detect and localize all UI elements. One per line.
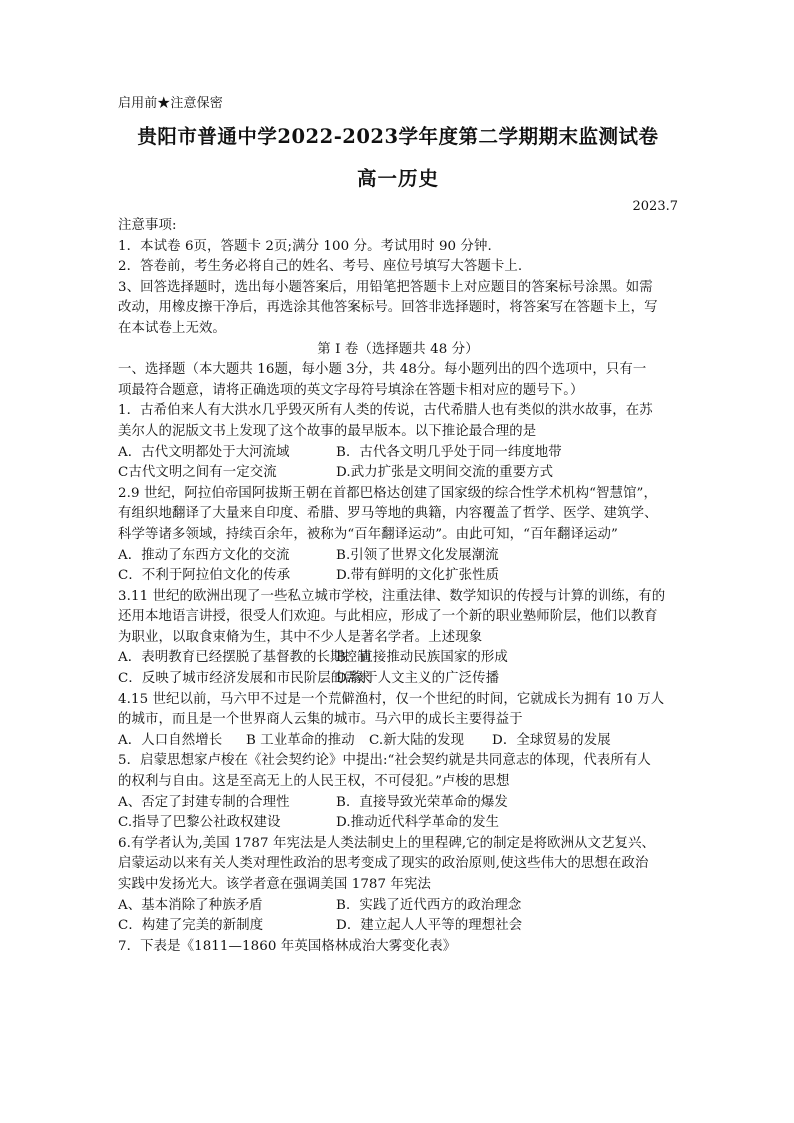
question-stem-line: 4.15 世纪以前，马六甲不过是一个荒僻渔村，仅一个世纪的时间，它就成长为拥有 10 万人 (118, 691, 665, 707)
notes-line: 2．答卷前，考生务必将自己的姓名、考号、座位号填写大答题卡上. (118, 259, 523, 275)
section-intro-line: 一、选择题（本大题共 16题，每小题 3分，共 48分。每小题列出的四个选项中，只有一 (118, 362, 647, 378)
option-row (118, 566, 678, 587)
section-intro-line: 项最符合题意，请将正确选项的英文字母符号填涂在答题卡相对应的题号下。） (118, 382, 584, 398)
answer-option: B．直接导致光荣革命的爆发 (336, 794, 508, 810)
question-item (118, 690, 678, 752)
answer-option: D．全球贸易的发展 (492, 732, 611, 748)
question-item (118, 751, 678, 833)
question-item (118, 937, 678, 958)
answer-option: C．不利于阿拉伯文化的传承 (118, 568, 291, 584)
answer-option: C.指导了巴黎公社政权建设 (118, 815, 281, 831)
question-stem-line: 2.9 世纪，阿拉伯帝国阿拔斯王朝在首都巴格达创建了国家级的综合性学术机构“智慧馆”， (118, 485, 657, 501)
question-stem-line: 还用本地语言讲授，很受人们欢迎。与此相应，形成了一个新的职业塾师阶层，他们以教育 (118, 609, 658, 625)
confidential-label: 启用前★注意保密 (118, 96, 223, 111)
answer-option: B．实践了近代西方的政治理念 (336, 897, 522, 913)
exam-page (118, 94, 678, 957)
answer-option: D.带有鲜明的文化扩张性质 (336, 568, 500, 584)
answer-option: D.推动近代科学革命的发生 (336, 815, 500, 831)
question-stem-line: 1．古希伯来人有大洪水几乎毁灭所有人类的传说，古代希腊人也有类似的洪水故事，在苏 (118, 403, 653, 419)
answer-option: A、基本消除了种族矛盾 (118, 897, 263, 913)
question-stem-line: 美尔人的泥版文书上发现了这个故事的最早版本。以下推论最合理的是 (118, 423, 537, 439)
option-row (118, 648, 678, 669)
answer-option: C．构建了完美的新制度 (118, 918, 264, 934)
answer-option: B．古代各文明几乎处于同一纬度地带 (336, 444, 562, 460)
option-row (118, 813, 678, 834)
question-item (118, 587, 678, 690)
answer-option: B 工业革命的推动 (246, 732, 355, 748)
question-stem-line: 有组织地翻译了大量来自印度、希腊、罗马等地的典籍，内容覆盖了哲学、医学、建筑学、 (118, 506, 658, 522)
option-row (118, 546, 678, 567)
answer-option: D.武力扩张是文明间交流的重要方式 (336, 465, 554, 481)
answer-option: C.新大陆的发现 (369, 732, 465, 748)
question-stem-line: 启蒙运动以来有关人类对理性政治的思考变成了现实的政治原则,使这些伟大的思想在政治 (118, 856, 649, 872)
answer-option: C．反映了城市经济发展和市民阶层的需求 (118, 671, 372, 687)
exam-title: 贵阳市普通中学2022-2023学年度第二学期期末监测试卷 (137, 125, 659, 148)
answer-option: B．直接推动民族国家的形成 (336, 650, 508, 666)
question-stem-line: 6.有学者认为,美国 1787 年宪法是人类法制史上的里程碑,它的制定是将欧洲从文艺复兴、 (118, 835, 656, 851)
question-stem-line: 的权利与自由。这是至高无上的人民王权，不可侵犯。”卢梭的思想 (118, 774, 510, 790)
answer-option: A．人口自然增长 (118, 732, 223, 748)
answer-option: A．推动了东西方文化的交流 (118, 547, 290, 563)
option-row (118, 731, 678, 752)
notes-line: 在本试卷上无效。 (118, 320, 226, 336)
notes-block (118, 216, 678, 340)
question-stem-line: 5．启蒙思想家卢梭在《社会契约论》中提出:“社会契约就是共同意志的体现，代表所有人 (118, 753, 651, 769)
answer-option: D．建立起人人平等的理想社会 (336, 918, 523, 934)
option-row (118, 916, 678, 937)
question-stem-line: 7．下表是《1811—1860 年英国格林成治大雾变化表》 (118, 938, 457, 954)
answer-option: B.引领了世界文化发展潮流 (336, 547, 499, 563)
question-stem-line: 的城市，而且是一个世界商人云集的城市。马六甲的成长主要得益于 (118, 712, 523, 728)
option-row (118, 443, 678, 464)
answer-option: A．古代文明都处于大河流域 (118, 444, 290, 460)
question-list (118, 401, 678, 957)
answer-option: A、否定了封建专制的合理性 (118, 794, 290, 810)
option-row (118, 463, 678, 484)
question-item (118, 484, 678, 587)
option-row (118, 896, 678, 917)
question-stem-line: 为职业，以取食束脩为生，其中不少人是著名学者。上述现象 (118, 629, 483, 645)
question-stem-line: 实践中发扬光大。该学者意在强调美国 1787 年宪法 (118, 877, 432, 892)
notes-heading: 注意事项: (118, 218, 177, 233)
notes-line: 3、回答选择题时，选出每小题答案后，用铅笔把答题卡上对应题目的答案标号涂黑。如需 (118, 279, 653, 295)
question-stem-line: 科学等诸多领域，持续百余年，被称为“百年翻译运动”。由此可知，“百年翻译运动” (118, 526, 618, 542)
question-item (118, 401, 678, 483)
option-row (118, 793, 678, 814)
exam-date: 2023.7 (632, 199, 678, 214)
question-item (118, 834, 678, 937)
question-stem-line: 3.11 世纪的欧洲出现了一些私立城市学校，注重法律、数学知识的传授与计算的训练，有的 (118, 588, 666, 604)
notes-line: 1．本试卷 6页，答题卡 2页;满分 100 分。考试用时 90 分钟. (118, 238, 492, 254)
answer-option: D.缘于人文主义的广泛传播 (336, 671, 500, 687)
answer-option: C古代文明之间有一定交流 (118, 465, 277, 481)
section-heading: 第 I 卷（选择题共 48 分） (317, 341, 479, 357)
exam-subtitle: 高一历史 (356, 167, 439, 190)
option-row (118, 669, 678, 690)
answer-option: A．表明教育已经摆脱了基督教的长期控制 (118, 650, 371, 666)
notes-line: 改动，用橡皮擦干净后，再选涂其他答案标号。回答非选择题时，将答案写在答题卡上，写 (118, 300, 658, 316)
